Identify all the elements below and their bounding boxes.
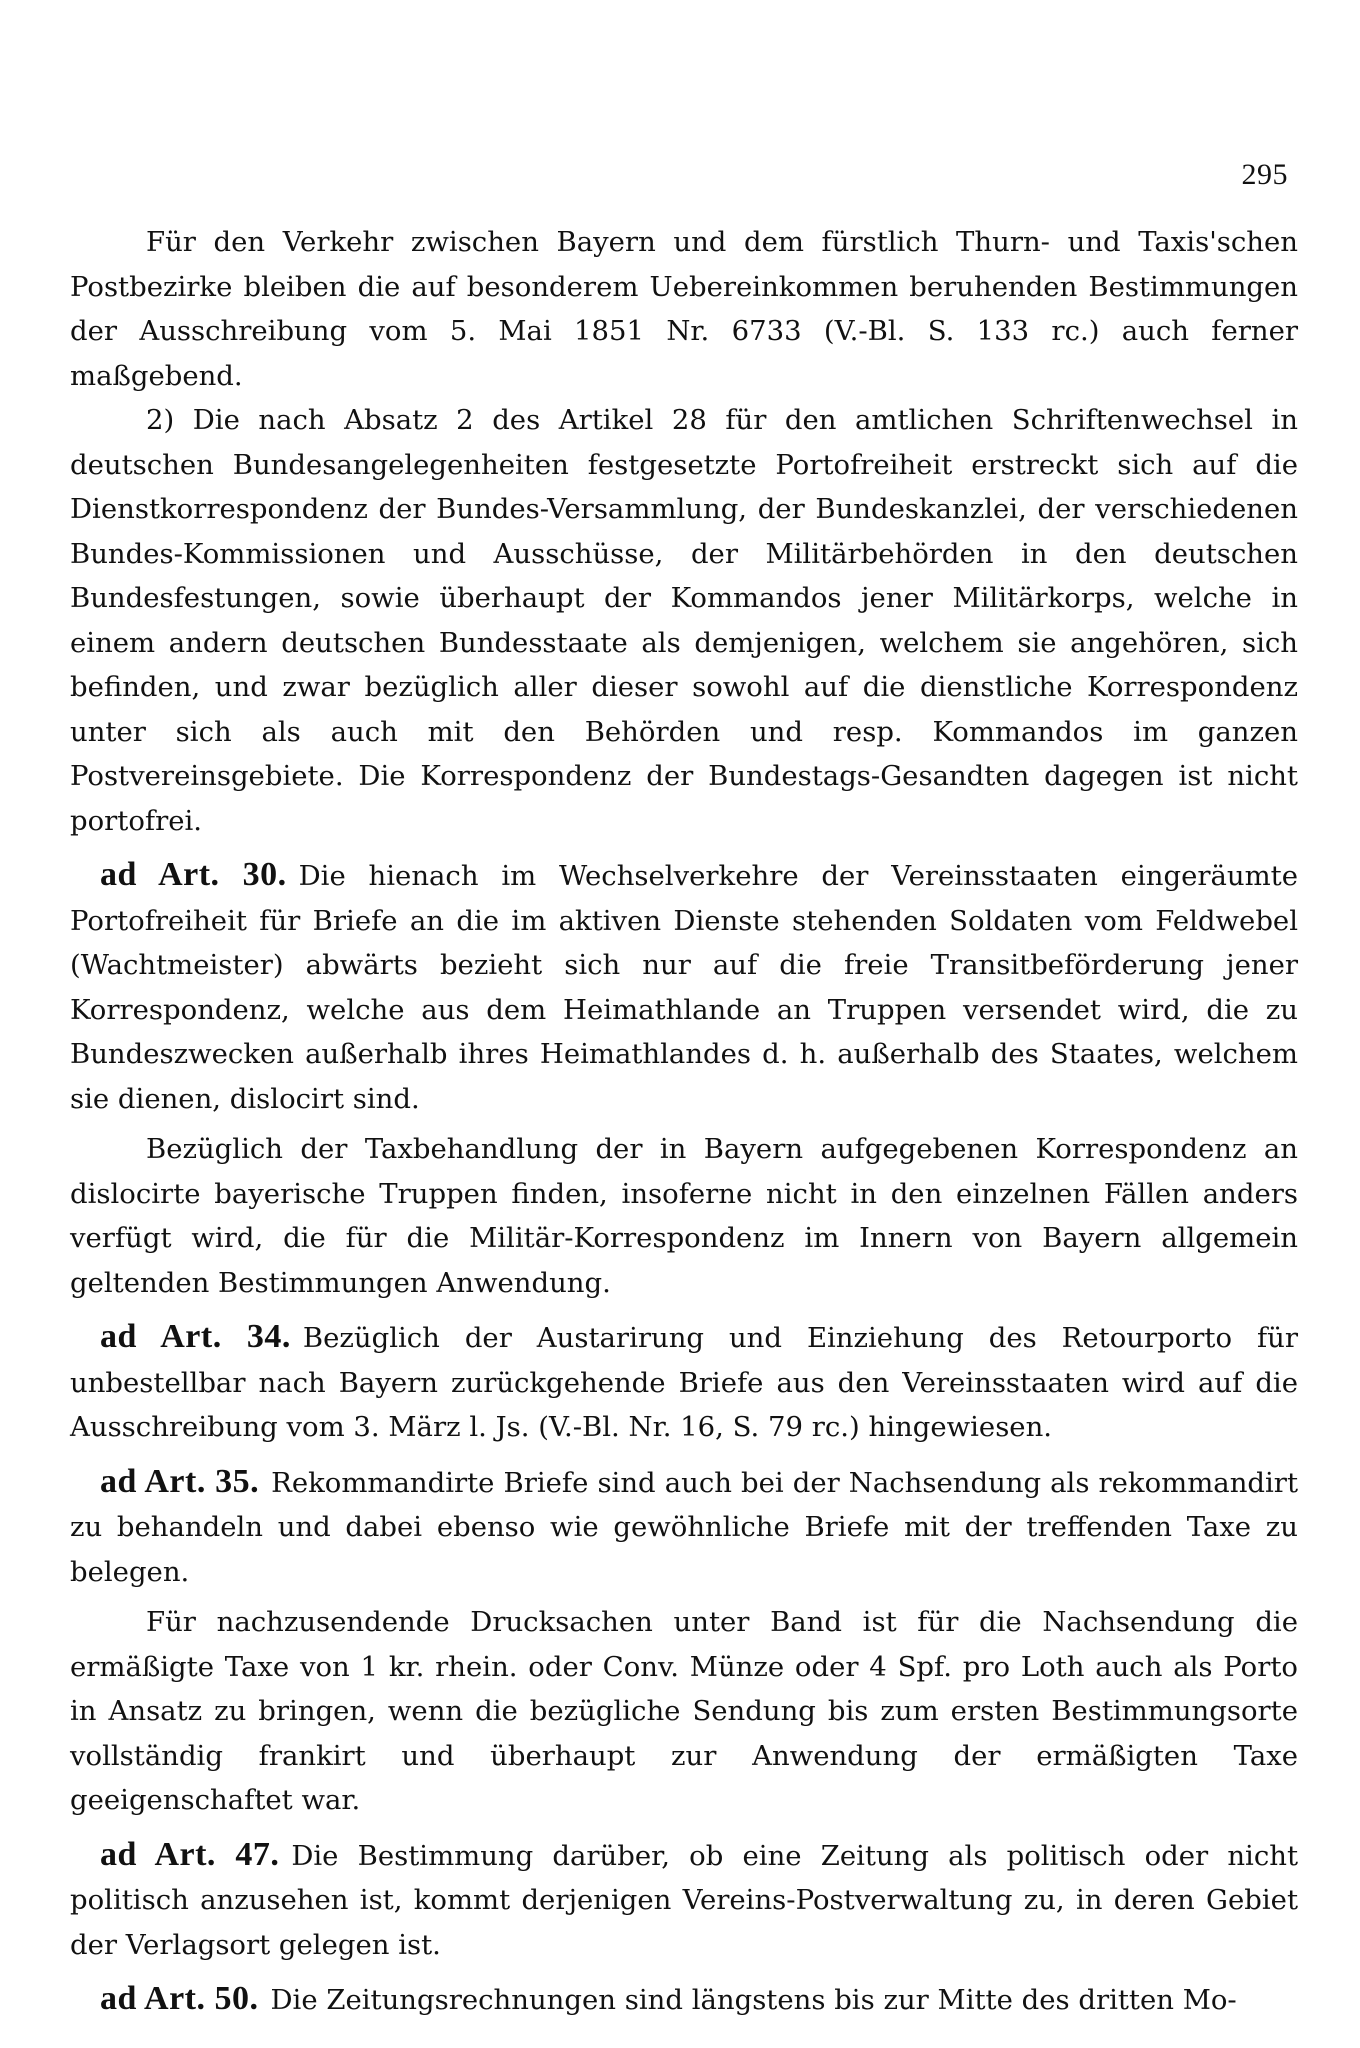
article-heading: ad Art. 47. — [100, 1835, 280, 1873]
paragraph-art-30 — [70, 853, 1298, 1121]
paragraph-art-50 — [70, 1977, 1298, 2023]
paragraph-bavaria-thurn-taxis — [70, 220, 1298, 398]
paragraph-text: Die Bestimmung darüber, ob eine Zeitung als politisch oder nicht politisch anzusehen ist, kommt derjenigen Vereins-Postverwaltung zu, in deren Gebiet der Verlagsort gelegen ist. — [70, 1839, 1298, 1961]
paragraph-art-35 — [70, 1460, 1298, 1595]
article-heading: ad Art. 34. — [100, 1318, 291, 1355]
paragraph-text: Bezüglich der Taxbehandlung der in Bayern aufgegebenen Korrespondenz an dislocirte bayerische Truppen finden, insoferne nicht in den einzelnen Fällen anders verfügt wird, die für die Militär-Korrespondenz im Innern von Bayern allgemein geltenden Bestimmungen Anwendung. — [70, 1133, 1298, 1299]
paragraph-text: Für nachzusendende Drucksachen unter Band ist für die Nachsendung die ermäßigte Taxe von 1 kr. rhein. oder Conv. Münze oder 4 Spf. pro Loth auch als Porto in Ansatz zu bringen, wenn die bezügliche Sendung bis zum ersten Bestimmungsorte vollständig frankirt und überhaupt zur Anwendung der ermäßigten Taxe geeigenschaftet war. — [70, 1606, 1298, 1816]
page-number: 295 — [1241, 158, 1288, 191]
paragraph-art-47 — [70, 1833, 1298, 1968]
paragraph-drucksachen — [70, 1600, 1298, 1823]
paragraph-text: Bezüglich der Austarirung und Einziehung des Retourporto für unbestellbar nach Bayern zurückgehende Briefe aus den Vereinsstaaten wird auf die Ausschreibung vom 3. März l. Js. (V.-Bl. Nr. 16, S. 79 rc.) hingewiesen. — [70, 1322, 1299, 1443]
article-heading: ad Art. 30. — [100, 856, 287, 893]
paragraph-taxbehandlung — [70, 1127, 1298, 1305]
paragraph-bundes-portofreiheit — [70, 398, 1298, 843]
page-body — [70, 220, 1298, 2023]
paragraph-text: 2) Die nach Absatz 2 des Artikel 28 für den amtlichen Schriftenwechsel in deutschen Bundesangelegenheiten festgesetzte Portofreiheit erstreckt sich auf die Dienstkorrespondenz der Bundes-Versammlung, der Bundeskanzlei, der verschiedenen Bundes-Kommissionen und Ausschüsse, der Militärbehörden in den deutschen Bundesfestungen, sowie überhaupt der Kommandos jener Militärkorps, welche in einem andern deutschen Bundesstaate als demjenigen, welchem sie angehören, sich befinden, und zwar bezüglich aller dieser sowohl auf die dienstliche Korrespondenz unter sich als auch mit den Behörden und resp. Kommandos im ganzen Postvereinsgebiete. Die Korrespondenz der Bundestags-Gesandten dagegen ist nicht portofrei. — [70, 404, 1298, 837]
article-heading: ad Art. 50. — [100, 1980, 259, 2017]
paragraph-text: Die hienach im Wechselverkehre der Vereinsstaaten eingeräumte Portofreiheit für Briefe an die im aktiven Dienste stehenden Soldaten vom Feldwebel (Wachtmeister) abwärts bezieht sich nur auf die freie Transitbeförderung jener Korrespondenz, welche aus dem Heimathlande an Truppen versendet wird, die zu Bundeszwecken außerhalb ihres Heimathlandes d. h. außerhalb des Staates, welchem sie dienen, dislocirt sind. — [70, 860, 1298, 1115]
paragraph-art-34 — [70, 1315, 1298, 1450]
paragraph-text: Rekommandirte Briefe sind auch bei der Nachsendung als rekommandirt zu behandeln und dabei ebenso wie gewöhnliche Briefe mit der treffenden Taxe zu belegen. — [70, 1466, 1298, 1588]
paragraph-text: Die Zeitungsrechnungen sind längstens bis zur Mitte des dritten Mo- — [270, 1984, 1237, 2016]
paragraph-text: Für den Verkehr zwischen Bayern und dem fürstlich Thurn- und Taxis'schen Postbezirke bleiben die auf besonderem Uebereinkommen beruhenden Bestimmungen der Ausschreibung vom 5. Mai 1851 Nr. 6733 (V.-Bl. S. 133 rc.) auch ferner maßgebend. — [70, 226, 1298, 392]
article-heading: ad Art. 35. — [100, 1462, 260, 1500]
